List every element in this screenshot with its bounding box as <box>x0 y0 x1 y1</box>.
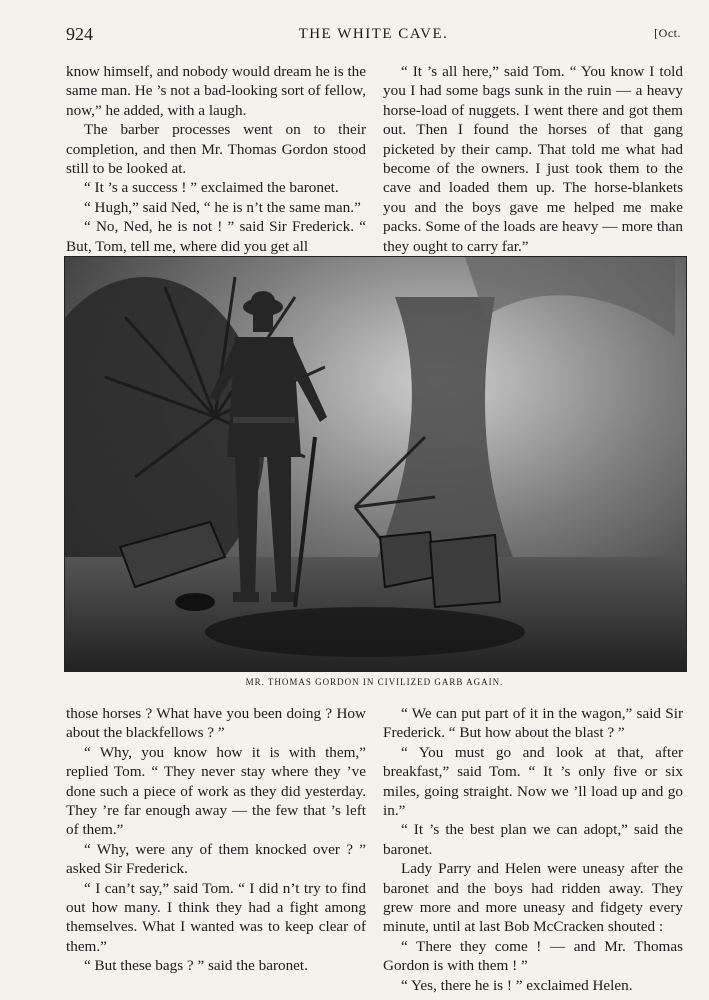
paragraph: “ It ’s all here,” said Tom. “ You know I told you I had some bags sunk in the ruin — a heavy horse-load of nuggets. I went there and got them out. Then I found the horses of that gang picketed by their camp. That told me what had become of the owners. I just took them to the cave and loaded them up. The horse-blankets you and the boys gave me helped me make packs. Some of the loads are heavy — more than they ought to carry far.” <box>383 63 683 255</box>
paragraph: “ Why, were any of them knocked over ? ” asked Sir Frederick. <box>66 840 366 878</box>
paragraph: “ Yes, there he is ! ” exclaimed Helen. <box>401 976 633 994</box>
running-title: THE WHITE CAVE. <box>298 26 449 42</box>
text-column-bottom-left <box>66 704 366 976</box>
text-column-bottom-right <box>383 704 683 995</box>
paragraph: “ I can’t say,” said Tom. “ I did n’t try to find out how many. I think they had a fight among themselves. What I wanted was to keep clear of them.” <box>66 879 366 955</box>
paragraph: “ No, Ned, he is not ! ” said Sir Frederick. “ But, Tom, tell me, where did you get all <box>66 218 366 255</box>
paragraph: those horses ? What have you been doing ? How about the blackfellows ? ” <box>66 705 366 742</box>
illustration-image <box>65 257 686 671</box>
text-column-top-right <box>383 62 683 256</box>
page-number: 924 <box>66 24 93 44</box>
paragraph: “ It ’s a success ! ” exclaimed the baronet. <box>84 179 339 197</box>
paragraph: “ There they come ! — and Mr. Thomas Gordon is with them ! ” <box>383 937 683 975</box>
figure-caption: MR. THOMAS GORDON IN CIVILIZED GARB AGAIN. <box>245 677 504 687</box>
paragraph: “ You must go and look at that, after breakfast,” said Tom. “ It ’s only five or six miles, going straight. Now we ’ll load up and go in.” <box>383 743 683 820</box>
running-header <box>66 24 681 52</box>
paragraph: Lady Parry and Helen were uneasy after the baronet and the boys had ridden away. They grew more and more uneasy and fidgety every minute, until at last Bob McCracken shouted : <box>383 860 683 936</box>
issue-month: [Oct. <box>654 26 681 40</box>
paragraph: “ But these bags ? ” said the baronet. <box>84 957 308 975</box>
illustration <box>64 256 687 672</box>
paragraph: “ Why, you know how it is with them,” replied Tom. “ They never stay where they ’ve done such a piece of work as they did yesterday. They ’re far enough away — the few that ’s left of them.” <box>66 743 366 839</box>
paragraph: know himself, and nobody would dream he is the same man. He ’s not a bad-looking sort of fellow, now,” he added, with a laugh. <box>66 63 366 119</box>
paragraph: “ It ’s the best plan we can adopt,” said the baronet. <box>383 821 683 858</box>
text-column-top-left <box>66 62 366 256</box>
paragraph: “ We can put part of it in the wagon,” said Sir Frederick. “ But how about the blast ? ” <box>383 705 683 742</box>
paragraph: The barber processes went on to their completion, and then Mr. Thomas Gordon stood still to be looked at. <box>66 121 366 178</box>
paragraph: “ Hugh,” said Ned, “ he is n’t the same man.” <box>84 198 361 216</box>
